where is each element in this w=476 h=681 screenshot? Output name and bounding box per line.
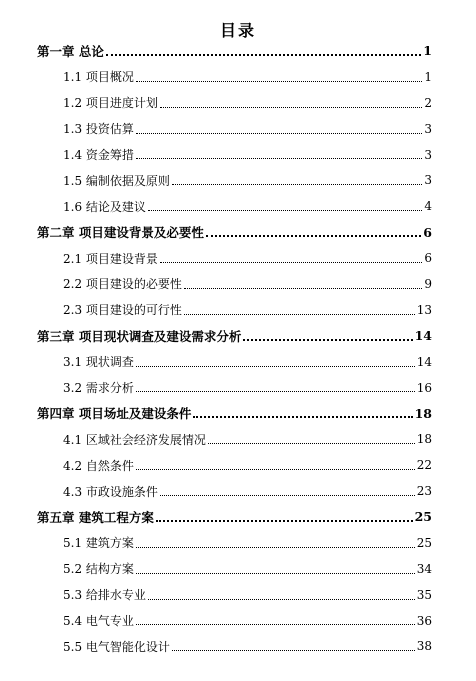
toc-entry-page-number: 14: [414, 328, 432, 344]
dot-leader: [136, 546, 415, 548]
dot-leader: [148, 598, 415, 600]
toc-entry-page-number: 13: [416, 302, 432, 317]
toc-section-entry: [0, 245, 476, 271]
toc-entry-page-number: 2: [424, 95, 432, 110]
toc-entry-label: 1.5 编制依据及原则: [63, 173, 170, 188]
dot-leader: [136, 157, 422, 159]
toc-entry-page-number: 23: [416, 484, 432, 499]
toc-entry-label: 第一章 总论: [37, 43, 104, 59]
toc-entry-label: 4.2 自然条件: [63, 458, 134, 473]
toc-entry-page-number: 38: [416, 639, 432, 654]
toc-entry-page-number: 18: [416, 432, 432, 447]
toc-entry-page-number: 25: [414, 509, 432, 525]
dot-leader: [206, 234, 421, 237]
dot-leader: [160, 106, 422, 108]
toc-section-entry: [0, 271, 476, 297]
toc-entry-label: 1.1 项目概况: [63, 70, 134, 85]
toc-section-entry: [0, 608, 476, 634]
toc-chapter-entry: [0, 323, 476, 349]
toc-section-entry: [0, 64, 476, 90]
toc-entry-label: 2.1 项目建设背景: [63, 251, 158, 266]
dot-leader: [136, 623, 415, 625]
toc-chapter-entry: [0, 400, 476, 426]
dot-leader: [136, 390, 415, 392]
toc-chapter-entry: [0, 219, 476, 245]
toc-entry-page-number: 18: [414, 405, 432, 421]
dot-leader: [184, 287, 422, 289]
toc-entry-label: 5.3 给排水专业: [63, 588, 146, 603]
toc-entry-label: 第三章 项目现状调查及建设需求分析: [37, 328, 242, 344]
toc-entry-page-number: 6: [423, 224, 432, 240]
dot-leader: [136, 80, 422, 82]
toc-entry-page-number: 16: [416, 380, 432, 395]
dot-leader: [172, 649, 415, 651]
toc-section-entry: [0, 478, 476, 504]
toc-entry-label: 第五章 建筑工程方案: [37, 509, 154, 525]
toc-entry-label: 第四章 项目场址及建设条件: [37, 406, 192, 422]
dot-leader: [160, 494, 415, 496]
toc-entry-page-number: 1: [423, 43, 432, 59]
toc-chapter-entry: [0, 504, 476, 530]
toc-section-entry: [0, 90, 476, 116]
toc-section-entry: [0, 193, 476, 219]
toc-entry-label: 1.2 项目进度计划: [63, 96, 158, 111]
toc-entry-page-number: 22: [416, 458, 432, 473]
toc-section-entry: [0, 530, 476, 556]
toc-entry-page-number: 3: [424, 121, 432, 136]
dot-leader: [136, 468, 415, 470]
dot-leader: [208, 442, 415, 444]
toc-entry-label: 5.4 电气专业: [63, 614, 134, 629]
toc-entry-page-number: 35: [416, 587, 432, 602]
toc-section-entry: [0, 375, 476, 401]
toc-chapter-entry: [0, 38, 476, 64]
toc-entry-label: 4.1 区域社会经济发展情况: [63, 432, 206, 447]
toc-entry-label: 2.2 项目建设的必要性: [63, 277, 182, 292]
dot-leader: [160, 261, 422, 263]
toc-section-entry: [0, 167, 476, 193]
toc-entry-page-number: 25: [416, 535, 432, 550]
toc-section-entry: [0, 426, 476, 452]
toc-entry-label: 2.3 项目建设的可行性: [63, 303, 182, 318]
dot-leader: [156, 519, 413, 522]
dot-leader: [136, 572, 415, 574]
toc-entry-label: 1.4 资金筹措: [63, 148, 134, 162]
toc-section-entry: [0, 349, 476, 375]
toc-entry-label: 3.1 现状调查: [63, 355, 134, 370]
toc-section-entry: [0, 297, 476, 323]
dot-leader: [172, 183, 422, 185]
toc-section-entry: [0, 452, 476, 478]
dot-leader: [193, 415, 412, 418]
toc-entry-label: 3.2 需求分析: [63, 381, 134, 396]
toc-list: [0, 38, 476, 659]
dot-leader: [136, 132, 422, 134]
toc-section-entry: [0, 116, 476, 142]
toc-entry-label: 5.5 电气智能化设计: [63, 639, 170, 654]
dot-leader: [148, 209, 422, 211]
dot-leader: [106, 53, 421, 56]
toc-entry-label: 1.3 投资估算: [63, 122, 134, 137]
toc-entry-page-number: 6: [424, 251, 432, 266]
dot-leader: [184, 313, 415, 315]
dot-leader: [243, 338, 412, 341]
toc-title: 目录: [219, 21, 256, 40]
toc-entry-label: 5.1 建筑方案: [63, 536, 134, 551]
toc-entry-page-number: 4: [424, 199, 432, 214]
toc-section-entry: [0, 582, 476, 608]
toc-entry-page-number: 3: [424, 173, 432, 188]
toc-section-entry: [0, 633, 476, 659]
toc-entry-label: 第二章 项目建设背景及必要性: [37, 225, 204, 241]
toc-section-entry: [0, 556, 476, 582]
toc-entry-page-number: 1: [424, 69, 432, 84]
toc-entry-page-number: 9: [424, 276, 432, 291]
toc-entry-label: 4.3 市政设施条件: [63, 484, 158, 499]
toc-entry-label: 5.2 结构方案: [63, 562, 134, 577]
toc-entry-page-number: 34: [416, 561, 432, 576]
dot-leader: [136, 365, 415, 367]
toc-entry-label: 1.6 结论及建议: [63, 199, 146, 214]
toc-entry-page-number: 36: [416, 613, 432, 628]
toc-entry-page-number: 3: [424, 147, 432, 162]
toc-section-entry: [0, 142, 476, 168]
toc-entry-page-number: 14: [416, 354, 432, 369]
